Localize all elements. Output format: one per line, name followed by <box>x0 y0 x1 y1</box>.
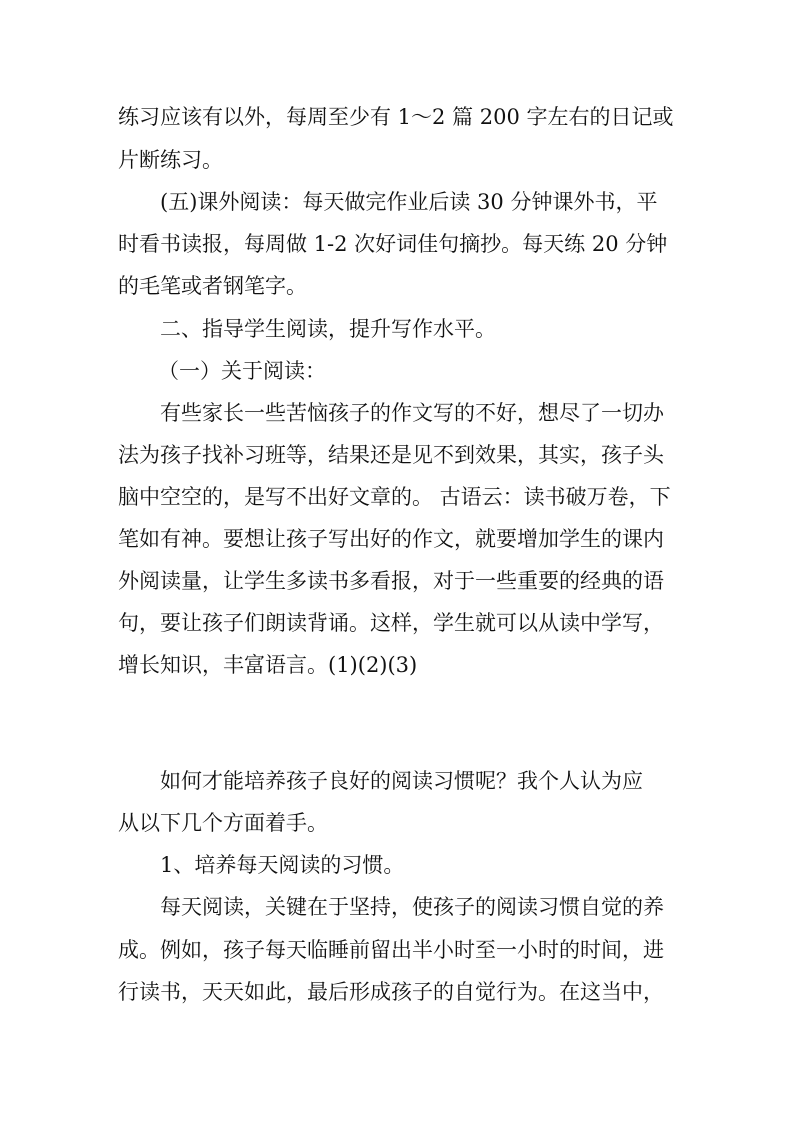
text-line: 时看书读报，每周做 1-2 次好词佳句摘抄。每天练 20 分钟 <box>118 232 668 256</box>
text-line: 如何才能培养孩子良好的阅读习惯呢？我个人认为应 <box>160 769 643 793</box>
text-line: 练习应该有以外，每周至少有 1～2 篇 200 字左右的日记或 <box>118 105 674 129</box>
text-line: 每天阅读，关键在于坚持，使孩子的阅读习惯自觉的养 <box>160 895 664 919</box>
text-line: 从以下几个方面着手。 <box>118 811 328 835</box>
subsection-heading: （一）关于阅读： <box>158 359 326 383</box>
text-line: 法为孩子找补习班等，结果还是见不到效果，其实，孩子头 <box>118 443 664 467</box>
text-line: 增长知识，丰富语言。(1)(2)(3) <box>118 653 418 677</box>
text-line: 行读书，天天如此，最后形成孩子的自觉行为。在这当中， <box>118 980 664 1004</box>
section-heading: 二、指导学生阅读，提升写作水平。 <box>160 317 496 341</box>
text-line: 句，要让孩子们朗读背诵。这样，学生就可以从读中学写， <box>118 611 664 635</box>
numbered-heading: 1、培养每天阅读的习惯。 <box>160 853 405 877</box>
text-line: 成。例如，孩子每天临睡前留出半小时至一小时的时间，进 <box>118 938 664 962</box>
text-line: 片断练习。 <box>118 148 223 172</box>
paragraph-heading: (五)课外阅读：每天做完作业后读 30 分钟课外书，平 <box>160 190 658 214</box>
text-line: 外阅读量，让学生多读书多看报，对于一些重要的经典的语 <box>118 569 664 593</box>
text-line: 笔如有神。要想让孩子写出好的作文，就要增加学生的课内 <box>118 527 664 551</box>
text-line: 的毛笔或者钢笔字。 <box>118 274 307 298</box>
text-line: 有些家长一些苦恼孩子的作文写的不好，想尽了一切办 <box>160 401 664 425</box>
text-line: 脑中空空的，是写不出好文章的。 古语云：读书破万卷，下 <box>118 485 671 509</box>
